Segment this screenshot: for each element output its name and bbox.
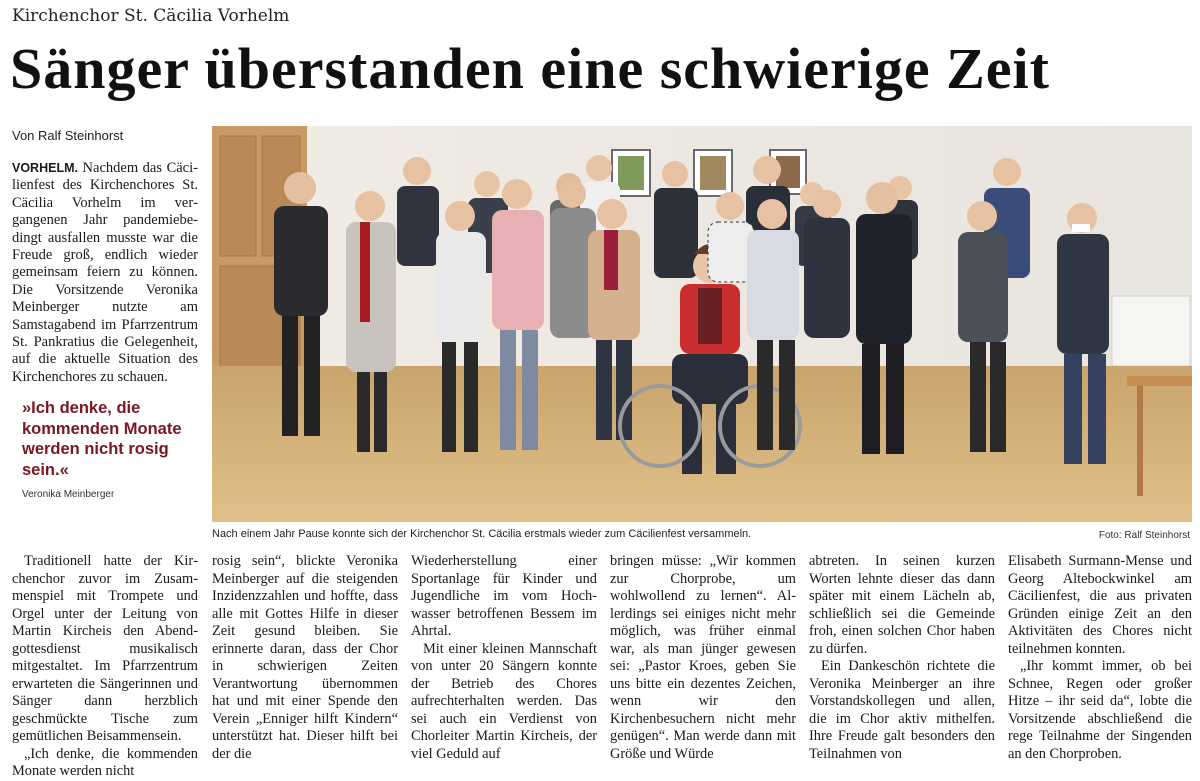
lead-text: Nachdem das Cäcilienfest des Kirchenchores St. Cäcilia Vorhelm im vergangenen Jahr pandemiebedingt ausfallen musste war die Freude groß, endlich wieder gemeinsam feiern zu können. Die Vorsitzende Veronika Meinberger nutzte am Samstagabend im Pfarrzentrum St. Pankratius die Gelegenheit, auf die aktuelle Situation des Kirchenchores zu schauen. [12, 160, 198, 385]
paragraph: Wiederherstellung einer Sportanlage für Kinder und Jugendliche im vom Hochwasser betroffenen Bessem im Ahrtal. [411, 553, 597, 639]
group-photo-illustration [212, 126, 1192, 522]
article-column-3 [411, 553, 597, 762]
article-column-2 [212, 553, 398, 762]
paragraph: „Ich denke, die kommenden Monate werden nicht [12, 745, 198, 779]
pull-quote-author: Veronika Meinberger [22, 489, 115, 500]
dateline: VORHELM. [12, 161, 78, 175]
article-column-4 [610, 553, 796, 762]
paragraph: Elisabeth Surmann-Mense und Georg Altebockwinkel am Cäcilienfest, die aus privaten Gründen einige Zeit an den Aktivitäten des Chores nicht teilnehmen konnten. [1008, 553, 1192, 657]
paragraph: rosig sein“, blickte Veronika Meinberger auf die steigenden Inzidenzzahlen und hoffte, dass alle mit Gottes Hilfe in dieser Zeit gesund bleiben. Sie erinnerte daran, dass der Chor in schwierigen Zeiten Verantwortung übernommen hat und mit einer Spende den Verein „Enniger hilft Kindern“ unterstützt hat. Dieser hilft bei der die [212, 553, 398, 762]
group-photo [212, 126, 1192, 522]
photo-credit: Foto: Ralf Steinhorst [1098, 530, 1190, 541]
paragraph: Ein Dankeschön richtete die Veronika Meinberger an ihre Vorstandskollegen und allen, die im Chor aktiv mithelfen. Ihre Freude galt besonders den Teilnahmen von [809, 658, 995, 762]
paragraph: Traditionell hatte der Kirchenchor zuvor im Zusammenspiel mit Trompete und Orgel unter der Leitung von Martin Kircheis den Abendgottesdienst musikalisch mitgestaltet. Im Pfarrzentrum erwarteten die Sängerinnen und Sänger dann herzblich geschmückte Tische zum gemütlichen Beisammensein. [12, 553, 198, 744]
paragraph: Mit einer kleinen Mannschaft von unter 20 Sängern konnte der Betrieb des Chores aufrechterhalten werden. Das sei auch ein Verdienst von Chorleiter Martin Kircheis, der viel Geduld auf [411, 640, 597, 762]
pull-quote: »Ich denke, die kommenden Monate werden nicht rosig sein.« [22, 399, 182, 479]
paragraph: abtreten. In seinen kurzen Worten lehnte dieser das dann später mit einem Lächeln ab, schließlich sei die Gemeinde froh, einen solchen Chor haben zu dürfen. [809, 553, 995, 657]
headline: Sänger überstanden eine schwierige Zeit [10, 36, 1050, 101]
article-column-6 [1008, 553, 1192, 762]
paragraph: bringen müsse: „Wir kommen zur Chorprobe, um wohlwollend zu lernen“. Allerdings sei einiges nicht mehr möglich, was früher einmal war, als man jünger gewesen sei: „Pastor Kroes, geben Sie uns bitte ein dezentes Zeichen, wenn wir den Kirchenbesuchern nicht mehr genügen“. Man werde dann mit Größe und Würde [610, 553, 796, 762]
byline: Von Ralf Steinhorst [12, 128, 124, 143]
article-column-5 [809, 553, 995, 762]
kicker: Kirchenchor St. Cäcilia Vorhelm [12, 6, 290, 26]
lead-paragraph [12, 160, 198, 386]
paragraph: „Ihr kommt immer, ob bei Schnee, Regen oder großer Hitze – ihr seid da“, lobte die Vorsitzende abschließend die rege Teilnahme der Singenden an den Chorproben. [1008, 658, 1192, 762]
article-column-1 [12, 553, 198, 779]
photo-caption: Nach einem Jahr Pause konnte sich der Kirchenchor St. Cäcilia erstmals wieder zum Cäcilienfest versammeln. [212, 528, 752, 540]
